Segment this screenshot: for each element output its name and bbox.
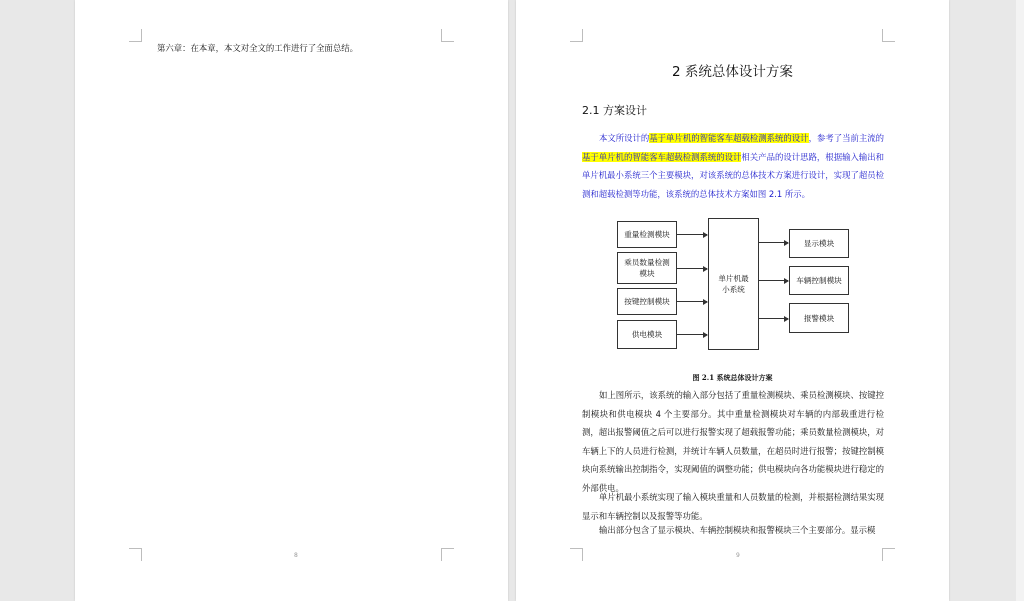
document-page-8 xyxy=(75,0,508,601)
section-title: 2.1 方案设计 xyxy=(582,104,647,117)
chapter-title: 2 系统总体设计方案 xyxy=(672,64,793,80)
diagram-box-power: 供电模块 xyxy=(617,320,677,349)
margin-mark-top-left xyxy=(570,29,583,42)
margin-mark-bottom-left xyxy=(129,548,142,561)
diagram-box-display: 显示模块 xyxy=(789,229,849,258)
paragraph-chapter-six-summary: 第六章：在本章，本文对全文的工作进行了全面总结。 xyxy=(157,43,358,53)
highlighted-text: 基于单片机的智能客车超载检测系统的设计 xyxy=(649,133,809,143)
diagram-box-vehicle-control: 车辆控制模块 xyxy=(789,266,849,295)
arrow-icon xyxy=(759,280,788,281)
diagram-box-mcu: 单片机最小系统 xyxy=(708,218,759,350)
vertical-scrollbar[interactable] xyxy=(1016,0,1024,601)
page-number: 9 xyxy=(736,552,740,559)
paragraph-input-description: 如上图所示，该系统的输入部分包括了重量检测模块、乘员检测模块、按键控制模块和供电模块 4 个主要部分。其中重量检测模块对车辆的内部载重进行检测，超出报警阈值之后可以进行报警实现了超载报警功能；乘员数量检测模块，对车辆上下的人员进行检测，并统计车辆人员数量，在超员时进行报警；按键控制模块向系统输出控制指令，实现阈值的调整功能；供电模块向各功能模块进行稳定的外部供电。 xyxy=(582,390,884,493)
arrow-icon xyxy=(759,242,788,243)
paragraph-output-description: 输出部分包含了显示模块、车辆控制模块和报警模块三个主要部分。显示模 xyxy=(599,525,876,535)
diagram-box-weight: 重量检测模块 xyxy=(617,221,677,248)
arrow-icon xyxy=(759,318,788,319)
document-page-9 xyxy=(516,0,949,601)
arrow-icon xyxy=(677,234,707,235)
margin-mark-top-right xyxy=(882,29,895,42)
text-segment: 相关产品的设计思路，根据输入输出和单片机最小系统三个主要模块，对该系统的总体技术方案进行设计，实现了超员检测和超载检测等功能，该系统的总体技术方案如图 2.1 所示。 xyxy=(582,151,885,199)
arrow-icon xyxy=(677,334,707,335)
figure-caption: 图 2.1 系统总体设计方案 xyxy=(692,373,773,382)
margin-mark-top-right xyxy=(441,29,454,42)
text-segment: ，参考了当前主流的 xyxy=(808,133,885,143)
margin-mark-top-left xyxy=(129,29,142,42)
paragraph-mcu-description: 单片机最小系统实现了输入模块重量和人员数量的检测，并根据检测结果实现显示和车辆控制以及报警等功能。 xyxy=(582,492,884,521)
page-number: 8 xyxy=(294,552,298,559)
margin-mark-bottom-right xyxy=(882,548,895,561)
arrow-icon xyxy=(677,301,707,302)
diagram-box-passenger: 乘员数量检测模块 xyxy=(617,252,677,284)
paragraph-design-intro xyxy=(582,129,884,203)
diagram-box-alarm: 报警模块 xyxy=(789,303,849,333)
arrow-icon xyxy=(677,268,707,269)
margin-mark-bottom-left xyxy=(570,548,583,561)
text-segment: 本文所设计的 xyxy=(599,133,650,143)
margin-mark-bottom-right xyxy=(441,548,454,561)
diagram-box-keypad: 按键控制模块 xyxy=(617,288,677,315)
highlighted-text: 基于单片机的智能客车超载检测系统的设计 xyxy=(582,151,742,162)
